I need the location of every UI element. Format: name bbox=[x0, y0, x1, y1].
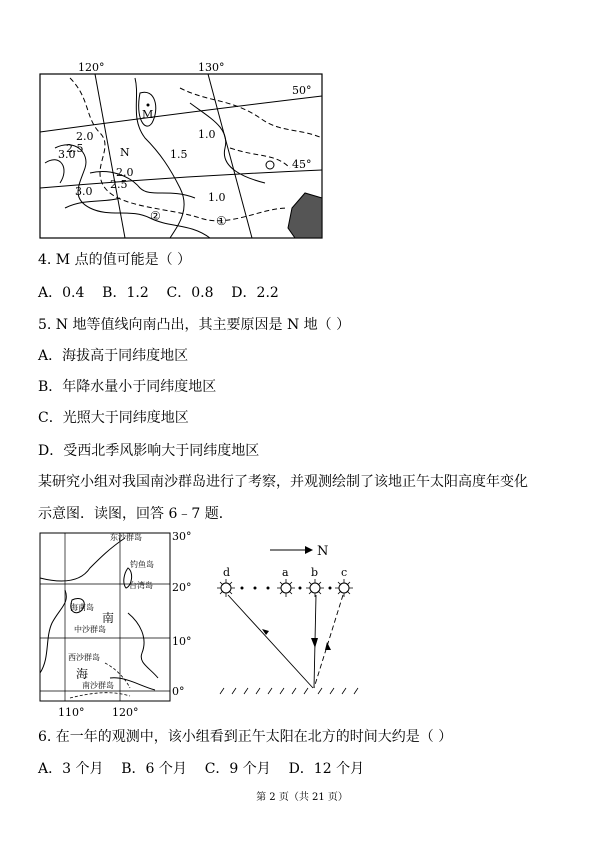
contour-map bbox=[30, 58, 330, 243]
question-5-option-c: C．光照大于同纬度地区 bbox=[38, 410, 189, 426]
sun-b bbox=[306, 579, 324, 597]
contour-label: 3.0 bbox=[58, 148, 76, 161]
map2-lat-20: 20° bbox=[172, 581, 192, 594]
question-5-option-d: D．受西北季风影响大于同纬度地区 bbox=[38, 443, 260, 459]
question-5-option-b: B．年降水量小于同纬度地区 bbox=[38, 379, 217, 395]
contour-label: 1.0 bbox=[198, 128, 216, 141]
contour-label: 2.0 bbox=[116, 166, 134, 179]
place-label: 西沙群岛 bbox=[68, 653, 100, 662]
map2-lat-0: 0° bbox=[172, 685, 185, 698]
page-footer: 第 2 页（共 21 页） bbox=[256, 792, 348, 803]
question-4-stem: 4. M 点的值可能是（ ） bbox=[38, 252, 192, 268]
question-6-stem: 6. 在一年的观测中，该小组看到正午太阳在北方的时间大约是（ ） bbox=[38, 729, 453, 745]
lat-label-45: 45° bbox=[292, 158, 312, 171]
place-label: 南沙群岛 bbox=[82, 681, 114, 690]
point-label-m: M bbox=[142, 108, 154, 121]
lon-label-130: 130° bbox=[198, 61, 225, 74]
question-5-stem: 5. N 地等值线向南凸出，其主要原因是 N 地（ ） bbox=[38, 317, 351, 333]
place-label: 海南岛 bbox=[70, 603, 94, 612]
place-label: 中沙群岛 bbox=[74, 625, 106, 634]
sun-a bbox=[277, 579, 295, 597]
contour-label: 2.5 bbox=[110, 178, 128, 191]
sun-label-a: a bbox=[282, 566, 289, 579]
contour-label: 3.0 bbox=[75, 185, 93, 198]
map2-lat-30: 30° bbox=[172, 530, 192, 543]
place-label: 钓鱼岛 bbox=[130, 560, 154, 569]
point-label-2: ② bbox=[150, 209, 161, 223]
question-6-options: A．3 个月 B．6 个月 C．9 个月 D．12 个月 bbox=[38, 761, 365, 777]
lat-label-50: 50° bbox=[292, 84, 312, 97]
question-4-options: A．0.4 B．1.2 C．0.8 D．2.2 bbox=[38, 285, 279, 301]
contour-label: 1.5 bbox=[170, 148, 188, 161]
sun-label-b: b bbox=[311, 566, 319, 579]
contour-label: 2.5 bbox=[66, 142, 84, 155]
point-label-1: ① bbox=[216, 214, 227, 228]
sun-altitude-diagram bbox=[210, 538, 370, 713]
intro-line-1: 某研究小组对我国南沙群岛进行了考察，并观测绘制了该地正午太阳高度年变化 bbox=[38, 474, 528, 490]
sun-d bbox=[217, 579, 235, 597]
question-5-option-a: A．海拔高于同纬度地区 bbox=[38, 348, 189, 364]
place-label: 台湾岛 bbox=[129, 581, 153, 590]
sun-c bbox=[335, 579, 353, 597]
point-label-n: N bbox=[120, 146, 130, 159]
place-label: 东沙群岛 bbox=[110, 533, 142, 542]
sun-label-d: d bbox=[223, 566, 231, 579]
contour-label: 2.0 bbox=[76, 130, 94, 143]
lon-label-120: 120° bbox=[78, 61, 105, 74]
intro-line-2: 示意图．读图，回答 6﹣7 题． bbox=[38, 506, 233, 522]
map2-lat-10: 10° bbox=[172, 635, 192, 648]
sun-label-c: c bbox=[341, 566, 348, 579]
map2-lon-120: 120° bbox=[112, 706, 139, 719]
map2-lon-110: 110° bbox=[58, 706, 85, 719]
north-label: N bbox=[317, 544, 329, 559]
south-china-sea-map bbox=[30, 528, 205, 723]
place-label: 南 bbox=[102, 611, 115, 625]
contour-label: 1.0 bbox=[208, 191, 226, 204]
place-label: 海 bbox=[76, 667, 89, 681]
